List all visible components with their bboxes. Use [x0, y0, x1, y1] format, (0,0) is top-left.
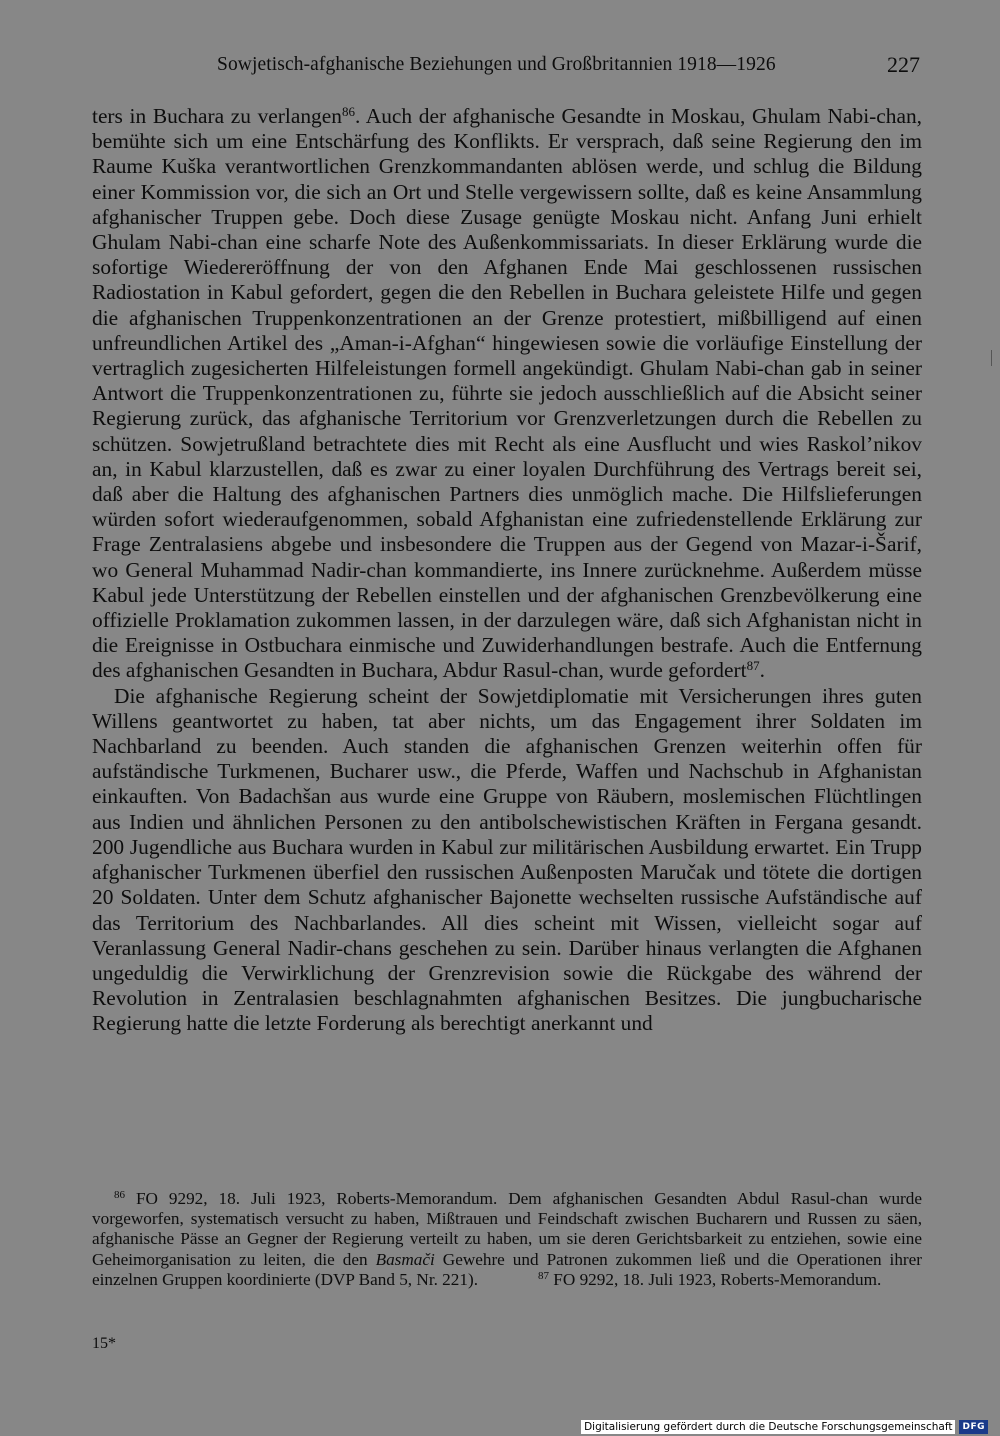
- footnote-87-text: FO 9292, 18. Juli 1923, Roberts-Memorandum.: [553, 1269, 882, 1289]
- footnote-86-text-b: Gewehre und Patronen zukommen ließ und die Operationen ihrer einzelnen Gruppen koordinierte (DVP Band 5, Nr. 221).: [92, 1249, 922, 1289]
- digitization-footer: [581, 1419, 988, 1435]
- paragraph-1: [92, 104, 922, 684]
- main-text: [92, 104, 922, 1037]
- footnote-86-italic: Basmači: [375, 1249, 435, 1269]
- footnote-ref-87: 87: [746, 658, 760, 674]
- sheet-signature: 15*: [92, 1335, 116, 1352]
- page-number: 227: [887, 52, 920, 77]
- footnotes: [92, 1189, 922, 1290]
- dfg-credit: Digitalisierung gefördert durch die Deutsche Forschungsgemeinschaft: [581, 1420, 955, 1434]
- footnote-86-text-a: FO 9292, 18. Juli 1923, Roberts-Memorandum. Dem afghanischen Gesandten Abdul Rasul-chan wurde vorgeworfen, systematisch versucht zu haben, Mißtrauen und Feindschaft zwischen Bucharern und Russen zu säen, afghanische Pässe an Gegner der Regierung verteilt zu haben, um sie deren Gerichtsbarkeit zu entziehen, sowie eine Geheimorganisation zu leiten, die den: [92, 1189, 922, 1269]
- paragraph-1-start: ters in Buchara zu verlangen: [92, 104, 342, 128]
- footnote-86-number: 86: [114, 1189, 125, 1201]
- running-header: [92, 54, 920, 84]
- edge-mark: [991, 350, 992, 366]
- footnote-87-number: 87: [538, 1269, 549, 1282]
- running-header-title: Sowjetisch-afghanische Beziehungen und Großbritannien 1918—1926: [217, 54, 776, 75]
- dfg-logo-icon: DFG: [959, 1420, 988, 1434]
- footnote-86: [92, 1189, 922, 1290]
- paragraph-1-end: .: [759, 658, 765, 683]
- footnote-ref-86: 86: [341, 104, 355, 119]
- paragraph-1-body: . Auch der afghanische Gesandte in Moskau, Ghulam Nabi-chan, bemühte sich um eine Entschärfung des Konflikts. Er versprach, daß seine Regierung den im Raume Kuška verantwortlichen Grenzkommandanten ablösen werde, und schlug die Bildung einer Kommission vor, die sich an Ort und Stelle vergewissern sollte, daß es keine Ansammlung afghanischer Truppen gebe. Doch diese Zusage genügte Moskau nicht. Anfang Juni erhielt Ghulam Nabi-chan eine scharfe Note des Außenkommissariats. In dieser Erklärung wurde die sofortige Wiedereröffnung der von den Afghanen Ende Mai geschlossenen russischen Radiostation in Kabul gefordert, gegen die den Rebellen in Buchara geleistete Hilfe und gegen die afghanischen Truppenkonzentrationen an der Grenze protestiert, mißbilligend auf einen unfreundlichen Artikel des „Aman-i-Afghan“ hingewiesen sowie die vorläufige Einstellung der vertraglich zugesicherten Hilfeleistungen formell angekündigt. Ghulam Nabi-chan gab in seiner Antwort die Truppenkonzentrationen zu, führte sie jedoch ausschließlich auf die Absicht seiner Regierung zurück, das afghanische Territorium vor Grenzverletzungen durch die Rebellen zu schützen. Sowjetrußland betrachtete dies mit Recht als eine Ausflucht und wies Raskol’nikov an, in Kabul klarzustellen, daß es zwar zu einer loyalen Durchführung des Vertrags bereit sei, daß aber die Haltung des afghanischen Partners dies unmöglich mache. Die Hilfslieferungen würden sofort wiederaufgenommen, sobald Afghanistan eine zufriedenstellende Erklärung zur Frage Zentralasiens abgebe und insbesondere die Truppen aus der Gegend von Mazar-i-Šarif, wo General Muhammad Nadir-chan kommandierte, ins Innere zurücknehme. Außerdem müsse Kabul jede Unterstützung der Rebellen einstellen und der afghanischen Grenzbevölkerung eine offizielle Proklamation zukommen lassen, in der darzulegen wäre, daß sich Afghanistan nicht in die Ereignisse in Ostbuchara einmische und Zuwiderhandlungen bestrafe. Auch die Entfernung des afghanischen Gesandten in Buchara, Abdur Rasul-chan, wurde gefordert: [92, 104, 922, 683]
- paragraph-2: Die afghanische Regierung scheint der Sowjetdiplomatie mit Versicherungen ihres guten Willens geantwortet zu haben, tat aber nichts, um das Engagement ihrer Soldaten im Nachbarland zu beenden. Auch standen die afghanischen Grenzen weiterhin offen für aufständische Turkmenen, Bucharer usw., die Pferde, Waffen und Nachschub in Afghanistan einkauften. Von Badachšan aus wurde eine Gruppe von Räubern, moslemischen Flüchtlingen aus Indien und ähnlichen Personen zu den antibolschewistischen Kräften in Fergana gesandt. 200 Jugendliche aus Buchara wurden in Kabul zur militärischen Ausbildung erwartet. Ein Trupp afghanischer Turkmenen überfiel den russischen Außenposten Maručak und tötete die dortigen 20 Soldaten. Unter dem Schutz afghanischer Bajonette wechselten russische Aufständische auf das Territorium des Nachbarlandes. All dies scheint mit Wissen, vielleicht sogar auf Veranlassung General Nadir-chans geschehen zu sein. Darüber hinaus verlangten die Afghanen ungeduldig die Verwirklichung der Grenzrevision sowie die Rückgabe des während der Revolution in Zentralasien beschlagnahmten afghanischen Besitzes. Die jungbucharische Regierung hatte die letzte Forderung als berechtigt anerkannt und: [92, 683, 922, 1036]
